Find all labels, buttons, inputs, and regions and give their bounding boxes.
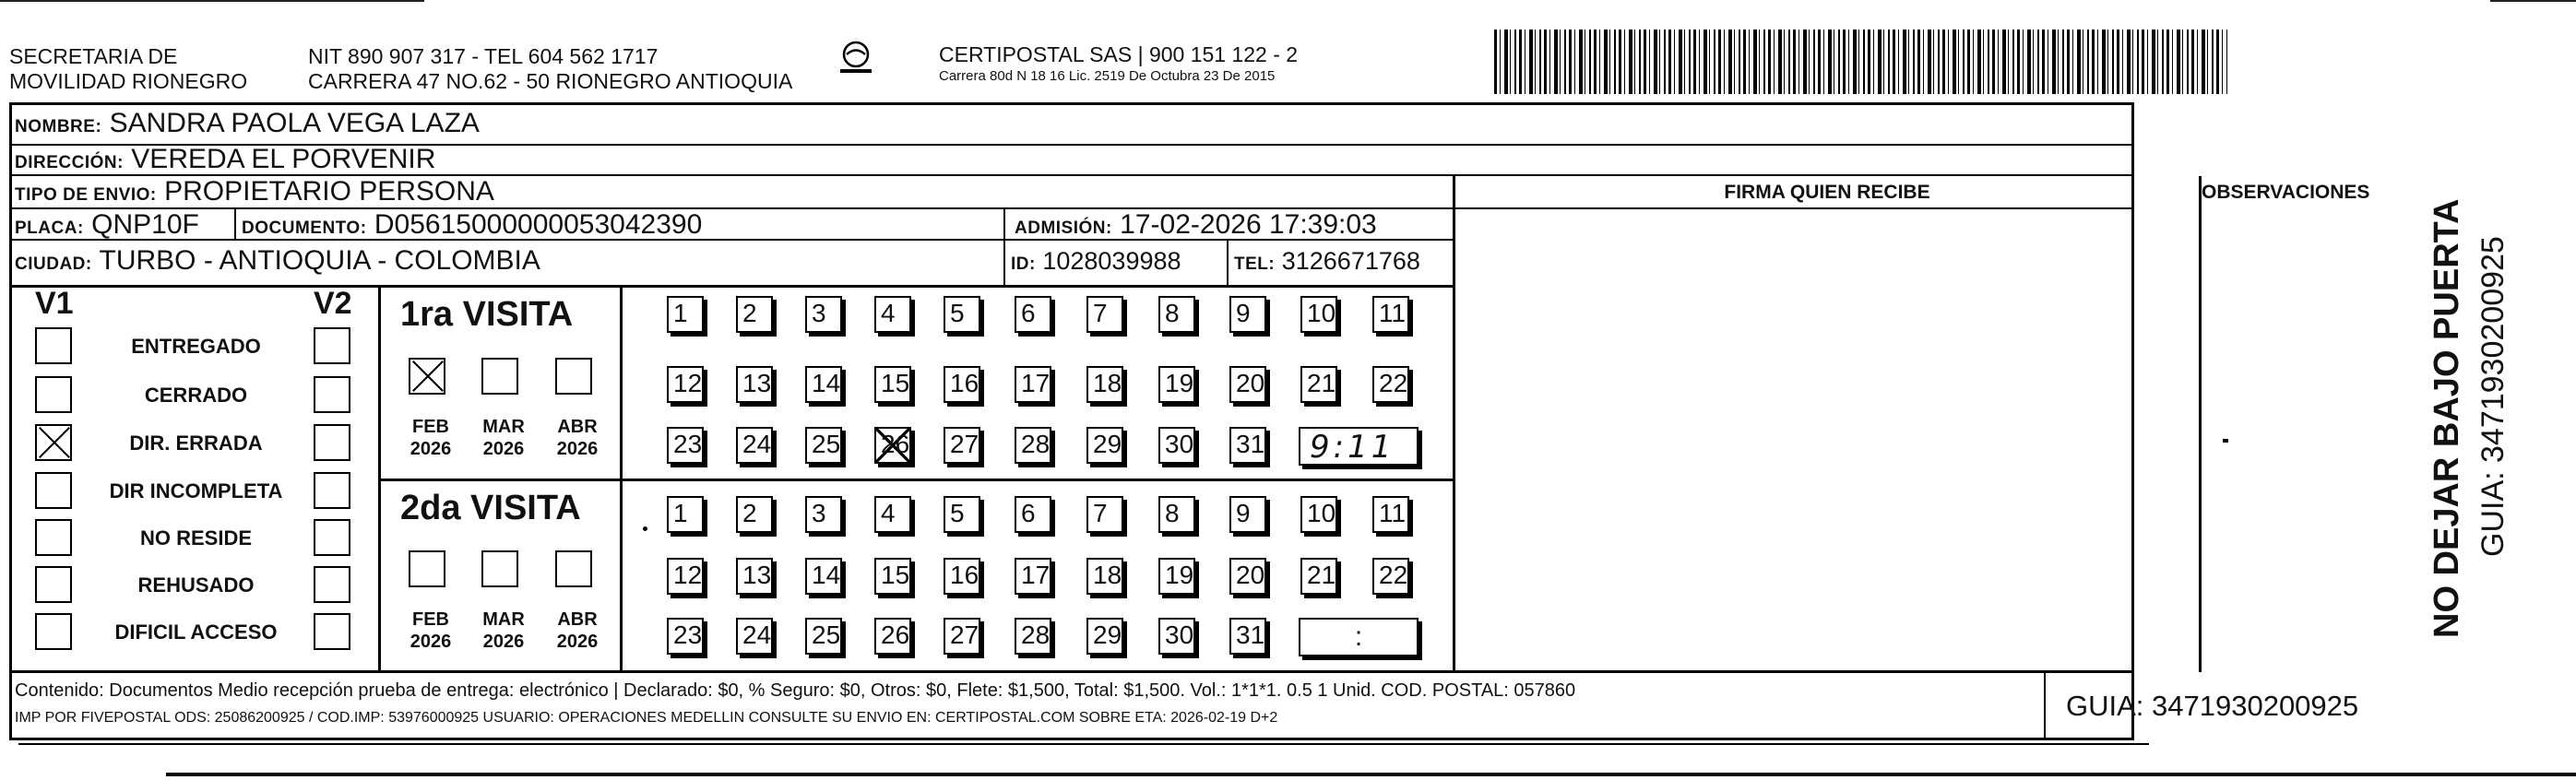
day-box[interactable]: 10 bbox=[1300, 296, 1337, 333]
id-value: 1028039988 bbox=[1042, 247, 1181, 275]
tel-value: 3126671768 bbox=[1281, 247, 1420, 275]
day-box[interactable]: 15 bbox=[874, 558, 911, 595]
status-v1-checkbox[interactable] bbox=[35, 424, 72, 461]
day-box[interactable]: 9 bbox=[1229, 496, 1266, 533]
status-v1-checkbox[interactable] bbox=[35, 613, 72, 650]
day-box[interactable]: 31 bbox=[1229, 427, 1266, 464]
day-box[interactable]: 5 bbox=[944, 296, 980, 333]
day-box[interactable]: 7 bbox=[1086, 296, 1123, 333]
barcode bbox=[1494, 30, 2227, 94]
month-checkbox[interactable] bbox=[555, 358, 592, 395]
status-v1-checkbox[interactable] bbox=[35, 566, 72, 603]
day-box[interactable]: 12 bbox=[667, 366, 704, 403]
day-box[interactable]: 20 bbox=[1229, 558, 1266, 595]
day-box[interactable]: 2 bbox=[736, 496, 773, 533]
status-v2-checkbox[interactable] bbox=[314, 613, 350, 650]
v2-header: V2 bbox=[314, 286, 352, 321]
day-box[interactable]: 24 bbox=[736, 618, 773, 655]
day-box[interactable]: 16 bbox=[944, 366, 980, 403]
v1-header: V1 bbox=[35, 286, 74, 321]
day-box[interactable]: 1 bbox=[667, 296, 704, 333]
direccion-value: VEREDA EL PORVENIR bbox=[131, 144, 436, 174]
day-box[interactable]: 6 bbox=[1015, 496, 1051, 533]
observaciones-header: OBSERVACIONES bbox=[2202, 182, 2370, 203]
status-v1-checkbox[interactable] bbox=[35, 519, 72, 556]
day-box[interactable]: 14 bbox=[805, 558, 842, 595]
day-box[interactable]: 15 bbox=[874, 366, 911, 403]
tel-row: TEL: 3126671768 bbox=[1234, 247, 1420, 275]
status-label: NO RESIDE bbox=[139, 526, 253, 550]
day-box[interactable]: 5 bbox=[944, 496, 980, 533]
day-box[interactable]: 23 bbox=[667, 618, 704, 655]
month-label: ABR 2026 bbox=[556, 609, 599, 652]
day-box[interactable]: 17 bbox=[1015, 558, 1051, 595]
nombre-row: NOMBRE: SANDRA PAOLA VEGA LAZA bbox=[15, 108, 480, 138]
day-box[interactable]: 12 bbox=[667, 558, 704, 595]
status-v2-checkbox[interactable] bbox=[314, 376, 350, 413]
documento-value: D05615000000053042390 bbox=[374, 209, 703, 240]
day-box[interactable]: 28 bbox=[1015, 427, 1051, 464]
documento-row: DOCUMENTO: D05615000000053042390 bbox=[242, 209, 703, 240]
placa-value: QNP10F bbox=[91, 209, 199, 240]
courier-info: CERTIPOSTAL SAS | 900 151 122 - 2 Carrera 80d N 18 16 Lic. 2519 De Octubra 23 De 2015 bbox=[939, 42, 1299, 84]
imp-line: IMP POR FIVEPOSTAL ODS: 25086200925 / COD.IMP: 53976000925 USUARIO: OPERACIONES MEDELLIN CONSULTE SU ENVIO EN: CERTIPOSTAL.COM SOBRE ETA: 2026-02-19 D+2 bbox=[15, 710, 1278, 726]
day-box[interactable]: 2 bbox=[736, 296, 773, 333]
second-visit-time: : bbox=[1354, 621, 1363, 652]
day-box[interactable]: 25 bbox=[805, 618, 842, 655]
status-label: CERRADO bbox=[144, 384, 248, 407]
day-box[interactable]: 8 bbox=[1158, 496, 1195, 533]
day-box[interactable]: 4 bbox=[874, 296, 911, 333]
day-box[interactable]: 29 bbox=[1086, 618, 1123, 655]
status-label: DIR. ERRADA bbox=[129, 431, 263, 455]
day-box[interactable]: 23 bbox=[667, 427, 704, 464]
tipo-value: PROPIETARIO PERSONA bbox=[164, 176, 494, 207]
month-checkbox[interactable] bbox=[481, 550, 518, 587]
admision-value: 17-02-2026 17:39:03 bbox=[1120, 209, 1377, 240]
day-box[interactable]: 6 bbox=[1015, 296, 1051, 333]
day-box[interactable]: 13 bbox=[736, 366, 773, 403]
day-box[interactable]: 22 bbox=[1372, 366, 1409, 403]
day-box[interactable]: 26 bbox=[874, 618, 911, 655]
status-label: ENTREGADO bbox=[131, 335, 261, 358]
month-checkbox[interactable] bbox=[409, 358, 445, 395]
month-label: MAR 2026 bbox=[482, 417, 525, 459]
day-box[interactable]: 21 bbox=[1300, 558, 1337, 595]
direccion-row: DIRECCIÓN: VEREDA EL PORVENIR bbox=[15, 144, 436, 174]
stray-dot bbox=[643, 526, 647, 531]
day-box[interactable]: 28 bbox=[1015, 618, 1051, 655]
ciudad-value: TURBO - ANTIOQUIA - COLOMBIA bbox=[99, 245, 540, 276]
day-box[interactable]: 8 bbox=[1158, 296, 1195, 333]
status-v1-checkbox[interactable] bbox=[35, 376, 72, 413]
day-box[interactable]: 20 bbox=[1229, 366, 1266, 403]
sender-name: SECRETARIA DE MOVILIDAD RIONEGRO bbox=[9, 44, 248, 93]
day-box[interactable]: 19 bbox=[1158, 558, 1195, 595]
status-v2-checkbox[interactable] bbox=[314, 424, 350, 461]
admision-row: ADMISIÓN: 17-02-2026 17:39:03 bbox=[1015, 209, 1377, 240]
status-v2-checkbox[interactable] bbox=[314, 472, 350, 509]
placa-row: PLACA: QNP10F bbox=[15, 209, 199, 240]
month-label: FEB 2026 bbox=[410, 417, 452, 459]
day-box[interactable]: 13 bbox=[736, 558, 773, 595]
day-box[interactable]: 31 bbox=[1229, 618, 1266, 655]
day-box[interactable]: 11 bbox=[1372, 496, 1409, 533]
day-box[interactable]: 21 bbox=[1300, 366, 1337, 403]
day-box[interactable]: 30 bbox=[1158, 618, 1195, 655]
day-box[interactable]: 4 bbox=[874, 496, 911, 533]
tipo-row: TIPO DE ENVIO: PROPIETARIO PERSONA bbox=[15, 176, 494, 207]
sender-contact: NIT 890 907 317 - TEL 604 562 1717 CARRERA 47 NO.62 - 50 RIONEGRO ANTIOQUIA bbox=[308, 44, 793, 93]
firma-header: FIRMA QUIEN RECIBE bbox=[1724, 182, 1930, 203]
status-label: DIFICIL ACCESO bbox=[114, 620, 278, 644]
day-box[interactable]: 17 bbox=[1015, 366, 1051, 403]
day-box[interactable]: 3 bbox=[805, 496, 842, 533]
second-visit-title: 2da VISITA bbox=[400, 489, 581, 527]
day-box[interactable]: 18 bbox=[1086, 558, 1123, 595]
day-box[interactable]: 14 bbox=[805, 366, 842, 403]
day-box[interactable]: 27 bbox=[944, 618, 980, 655]
month-label: FEB 2026 bbox=[410, 609, 452, 652]
status-v1-checkbox[interactable] bbox=[35, 327, 72, 364]
first-visit-time-box bbox=[1299, 427, 1419, 466]
day-box[interactable]: 22 bbox=[1372, 558, 1409, 595]
month-checkbox[interactable] bbox=[481, 358, 518, 395]
day-box[interactable]: 1 bbox=[667, 496, 704, 533]
month-checkbox[interactable] bbox=[409, 550, 445, 587]
month-label: MAR 2026 bbox=[482, 609, 525, 652]
status-v2-checkbox[interactable] bbox=[314, 327, 350, 364]
status-label: REHUSADO bbox=[137, 573, 255, 597]
status-label: DIR INCOMPLETA bbox=[109, 479, 283, 502]
status-v2-checkbox[interactable] bbox=[314, 566, 350, 603]
month-label: ABR 2026 bbox=[556, 417, 599, 459]
day-box[interactable]: 3 bbox=[805, 296, 842, 333]
second-visit-time-box bbox=[1299, 618, 1419, 656]
contenido-line: Contenido: Documentos Medio recepción prueba de entrega: electrónico | Declarado: $0, % Seguro: $0, Otros: $0, Flete: $1,500, Total: $1,500. Vol.: 1*1*1. 0.5 1 Unid. COD. POSTAL: 057860 bbox=[15, 680, 1576, 701]
day-box[interactable]: 27 bbox=[944, 427, 980, 464]
side-guia: GUIA: 3471930200925 bbox=[2475, 236, 2511, 557]
day-box[interactable]: 18 bbox=[1086, 366, 1123, 403]
day-box[interactable]: 19 bbox=[1158, 366, 1195, 403]
side-warning: NO DEJAR BAJO PUERTA bbox=[2428, 198, 2466, 638]
status-v1-checkbox[interactable] bbox=[35, 472, 72, 509]
day-box[interactable]: 24 bbox=[736, 427, 773, 464]
status-v2-checkbox[interactable] bbox=[314, 519, 350, 556]
top-edge-line-right bbox=[2490, 0, 2576, 2]
month-checkbox[interactable] bbox=[555, 550, 592, 587]
first-visit-title: 1ra VISITA bbox=[400, 295, 574, 334]
day-box[interactable]: 7 bbox=[1086, 496, 1123, 533]
top-edge-line bbox=[0, 0, 424, 2]
day-box[interactable]: 30 bbox=[1158, 427, 1195, 464]
day-box[interactable]: 26 bbox=[874, 427, 911, 464]
ciudad-row: CIUDAD: TURBO - ANTIOQUIA - COLOMBIA bbox=[15, 245, 540, 276]
nombre-value: SANDRA PAOLA VEGA LAZA bbox=[109, 108, 480, 138]
certipostal-logo-icon bbox=[835, 39, 877, 76]
footer-guia: GUIA: 3471930200925 bbox=[2066, 690, 2359, 722]
id-row: ID: 1028039988 bbox=[1011, 247, 1181, 275]
day-box[interactable]: 9 bbox=[1229, 296, 1266, 333]
day-box[interactable]: 16 bbox=[944, 558, 980, 595]
first-visit-time: 9:11 bbox=[1310, 429, 1395, 466]
day-box[interactable]: 29 bbox=[1086, 427, 1123, 464]
observation-mark bbox=[2223, 439, 2228, 443]
day-box[interactable]: 10 bbox=[1300, 496, 1337, 533]
day-box[interactable]: 25 bbox=[805, 427, 842, 464]
day-box[interactable]: 11 bbox=[1372, 296, 1409, 333]
